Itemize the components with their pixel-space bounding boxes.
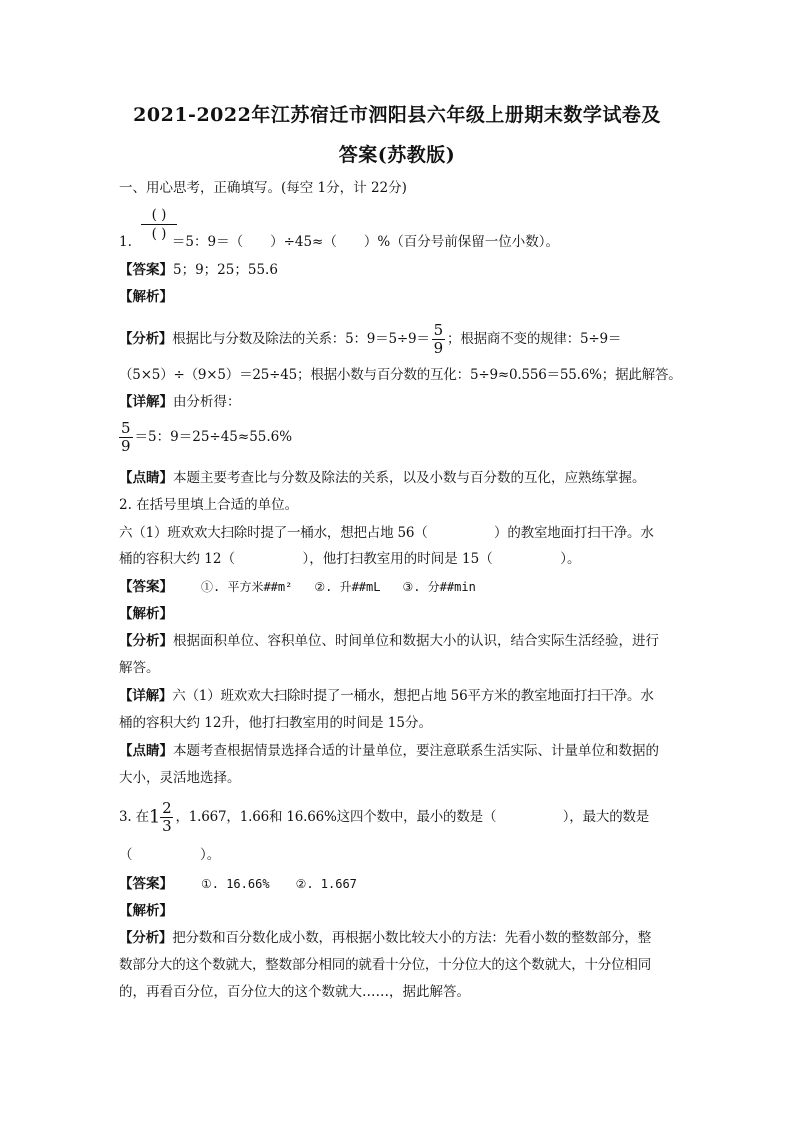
q3-fenxi-line2: 数部分大的这个数就大，整数部分相同的就看十分位，十分位大的这个数就大，十分位相同 — [119, 957, 651, 973]
q3-fenxi — [119, 928, 651, 948]
q2-dianjing-label: 【点睛】 — [119, 743, 173, 759]
q3-answer-2: ②. 1.667 — [295, 877, 357, 891]
q3-answer — [119, 874, 357, 894]
q2-answer-2: ②. 升##mL — [314, 580, 381, 594]
q2-dianjing-line2: 大小，灵活地选择。 — [119, 770, 241, 786]
q1-fenxi-fraction-den: 9 — [433, 339, 444, 357]
q2-jiexi-label: 【解析】 — [119, 606, 173, 622]
q2-dianjing — [119, 741, 659, 761]
q2-stem: 2. 在括号里填上合适的单位。 — [119, 497, 299, 513]
q1-jiexi-label: 【解析】 — [119, 289, 173, 305]
q2-xiangjie-text1: 六（1）班欢欢大扫除时提了一桶水，想把占地 56平方米的教室地面打扫干净。水 — [172, 688, 654, 704]
q2-answer-1: ①. 平方米##m² — [201, 580, 293, 594]
q2-text-line2: 桶的容积大约 12（ ），他打扫教室用的时间是 15（ ）。 — [119, 551, 581, 567]
q2-xiangjie-line2: 桶的容积大约 12升，他打扫教室用的时间是 15分。 — [119, 715, 432, 731]
q3-stem — [119, 800, 649, 835]
q3-text-line2: （ ）。 — [119, 847, 221, 863]
q1-fenxi-text-a: 根据比与分数及除法的关系：5：9＝5÷9＝ — [172, 331, 430, 347]
q3-fenxi-line3: 的，再看百分位，百分位大的这个数就大……，据此解答。 — [119, 984, 470, 1000]
q1-stem-text: ＝5：9＝（ ）÷45≈（ ）%（百分号前保留一位小数）。 — [171, 234, 559, 250]
q3-jiexi — [119, 901, 173, 921]
q1-answer — [119, 260, 278, 280]
q1-fraction-numerator: ( ) — [151, 207, 167, 223]
q3-answer-1: ①. 16.66% — [201, 877, 270, 891]
q1-jiexi — [119, 287, 173, 307]
q1-calc-fraction — [119, 420, 133, 455]
q1-xiangjie — [119, 392, 241, 412]
q2-text-line1: 六（1）班欢欢大扫除时提了一桶水，想把占地 56（ ）的教室地面打扫干净。水 — [119, 525, 654, 541]
q1-calculation — [119, 420, 292, 455]
q2-jiexi — [119, 604, 173, 624]
q1-fenxi-line2: （5×5）÷（9×5）＝25÷45；根据小数与百分数的互化：5÷9≈0.556＝55.6%；据此解答。 — [119, 367, 682, 383]
q3-fenxi-text1: 把分数和百分数化成小数，再根据小数比较大小的方法：先看小数的整数部分，整 — [172, 930, 652, 946]
q1-stem — [119, 232, 559, 252]
q1-fenxi-label: 【分析】 — [119, 331, 173, 347]
q1-fraction-denominator: ( ) — [141, 224, 177, 243]
q1-calc-fraction-den: 9 — [121, 437, 131, 455]
q3-mixed-number — [149, 800, 176, 835]
q2-xiangjie-label: 【详解】 — [119, 688, 173, 704]
q1-fenxi-fraction-num: 5 — [433, 321, 444, 339]
q1-calc-text: ＝5：9＝25÷45≈55.6% — [134, 429, 293, 445]
q2-dianjing-text1: 本题考查根据情景选择合适的计量单位，要注意联系生活实际、计量单位和数据的 — [173, 743, 659, 759]
q1-dianjing-text: 本题主要考查比与分数及除法的关系，以及小数与百分数的互化，应熟练掌握。 — [173, 470, 646, 486]
q3-answer-label: 【答案】 — [119, 876, 173, 892]
q1-answer-label: 【答案】 — [119, 262, 173, 278]
q3-mixed-fraction-den: 3 — [162, 817, 172, 835]
q2-fenxi — [119, 631, 659, 651]
q2-fenxi-text1: 根据面积单位、容积单位、时间单位和数据大小的认识，结合实际生活经验，进行 — [173, 633, 659, 649]
q1-xiangjie-text: 由分析得： — [173, 394, 241, 410]
q2-fenxi-line2: 解答。 — [119, 660, 160, 676]
q2-xiangjie — [119, 686, 654, 706]
q1-answer-text: 5；9；25；55.6 — [173, 262, 278, 278]
q3-stem-text: ，1.667，1.66和 16.66%这四个数中，最小的数是（ ），最大的数是 — [175, 809, 650, 825]
q2-fenxi-label: 【分析】 — [119, 633, 173, 649]
q1-calc-fraction-num: 5 — [121, 419, 131, 437]
q3-number: 3. 在 — [119, 809, 149, 825]
q2-answer — [119, 577, 476, 597]
q2-answer-label: 【答案】 — [119, 579, 173, 595]
q2-answer-3: ③. 分##min — [402, 580, 476, 594]
q1-xiangjie-label: 【详解】 — [119, 394, 173, 410]
document-title-line1: 2021-2022年江苏宿迁市泗阳县六年级上册期末数学试卷及 — [133, 104, 661, 126]
q1-fenxi-fraction — [432, 322, 445, 357]
q1-dianjing-label: 【点睛】 — [119, 470, 173, 486]
section-heading: 一、用心思考，正确填写。(每空 1分，计 22分) — [119, 180, 407, 196]
q3-mixed-whole: 1 — [148, 806, 161, 828]
q1-dianjing — [119, 468, 646, 488]
q3-jiexi-label: 【解析】 — [119, 903, 173, 919]
q1-fenxi-text-b: ；根据商不变的规律：5÷9＝ — [447, 331, 622, 347]
document-title-line2: 答案(苏教版) — [338, 144, 456, 166]
q1-fenxi — [119, 322, 621, 357]
q1-number: 1. — [119, 234, 132, 250]
q3-mixed-fraction-num: 2 — [162, 799, 172, 817]
q3-fenxi-label: 【分析】 — [119, 930, 173, 946]
q3-mixed-fraction — [160, 800, 173, 835]
